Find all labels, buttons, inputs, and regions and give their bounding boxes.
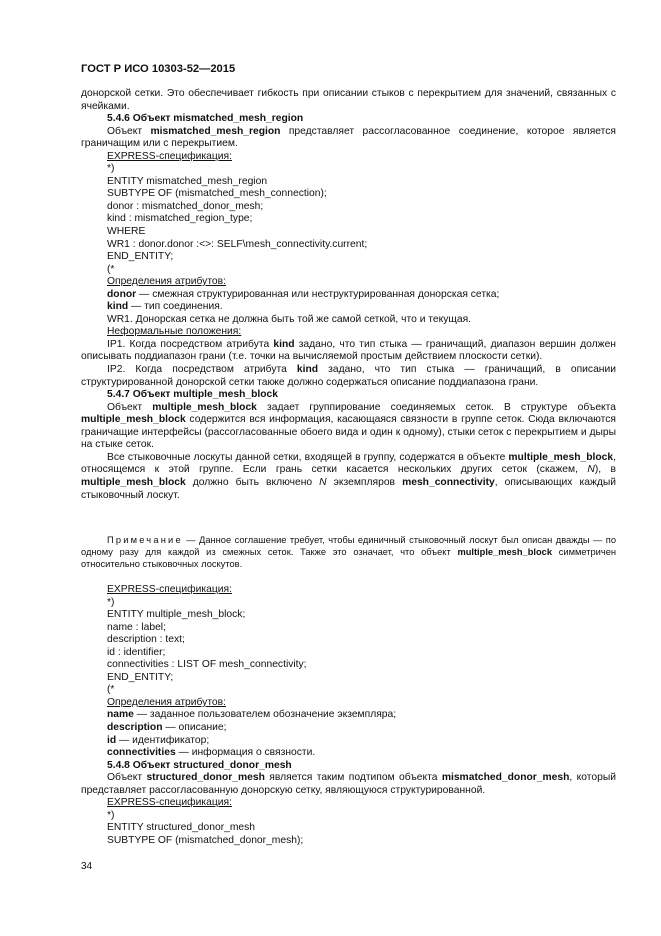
code-line: WR1 : donor.donor :<>: SELF\mesh_connectivity.current;	[107, 238, 368, 250]
section-5-4-8-paragraph: Объект structured_donor_mesh является таким подтипом объекта mismatched_donor_mesh, который представляет рассогласованную донорскую сетку, являющуюся структурированной.	[81, 772, 616, 796]
express-spec-label: EXPRESS-спецификация:	[107, 150, 232, 162]
section-5-4-6-title: 5.4.6 Объект mismatched_mesh_region	[107, 113, 304, 125]
attribute-definitions-label: Определения атрибутов:	[107, 276, 226, 288]
section-5-4-7-title: 5.4.7 Объект multiple_mesh_block	[107, 389, 279, 401]
section-5-4-8-title: 5.4.8 Объект structured_donor_mesh	[107, 759, 292, 771]
document-header: ГОСТ Р ИСО 10303-52—2015	[81, 63, 236, 75]
code-line: description : text;	[107, 634, 185, 646]
attribute-definition: description — описание;	[107, 722, 227, 734]
code-line: connectivities : LIST OF mesh_connectivity;	[107, 659, 307, 671]
code-line: kind : mismatched_region_type;	[107, 213, 253, 225]
section-5-4-6-paragraph: Объект mismatched_mesh_region представляет рассогласованное соединение, которое является граничащим или с перекрытием.	[81, 125, 616, 150]
code-line: ENTITY structured_donor_mesh	[107, 822, 256, 834]
intro-paragraph: донорской сетки. Это обеспечивает гибкость при описании стыков с перекрытием для значений, связанных с ячейками.	[81, 88, 616, 112]
code-line: donor : mismatched_donor_mesh;	[107, 200, 264, 212]
code-line: *)	[107, 809, 115, 821]
informal-proposition-ip1: IP1. Когда посредством атрибута kind задано, что тип стыка — граничащий, диапазон вершин должен описывать поддиапазон грани (т.е. точки на вычисляемой простым действием плоскости сетки).	[81, 338, 616, 363]
code-line: id : identifier;	[107, 646, 166, 658]
code-line: (*	[107, 684, 115, 696]
code-line: *)	[107, 596, 115, 608]
code-line: (*	[107, 263, 115, 275]
section-5-4-7-paragraph-2: Все стыковочные лоскуты данной сетки, входящей в группу, содержатся в объекте multiple_mesh_block, относящемся к этой группе. Если грань сетки касается нескольких других сеток (скажем, N), в multiple_mesh_block должно быть включено N экземпляров mesh_connectivity, описывающих каждый стыковочный лоскут.	[81, 451, 617, 501]
code-line: ENTITY multiple_mesh_block;	[107, 609, 246, 621]
code-line: SUBTYPE OF (mismatched_donor_mesh);	[107, 834, 304, 846]
attribute-definitions-label: Определения атрибутов:	[107, 696, 226, 708]
section-5-4-7-express-block	[81, 584, 616, 847]
code-line: *)	[107, 163, 115, 175]
code-line: END_ENTITY;	[107, 251, 174, 263]
section-5-4-6-block	[81, 88, 616, 502]
attribute-definition: donor — смежная структурированная или неструктурированная донорская сетка;	[107, 288, 500, 300]
page-number: 34	[81, 861, 93, 872]
section-5-4-7-paragraph-1: Объект multiple_mesh_block задает группирование соединяемых сеток. В структуре объекта multiple_mesh_block содержится вся информация, касающаяся связности в группе сеток. Сюда включаются граничащие интерфейсы (рассогласованные обоего вида и один к одному), стыки сеток с перекрытием и дыры на стыке сеток.	[81, 401, 616, 451]
attribute-definition: kind — тип соединения.	[107, 301, 223, 313]
code-line: name : label;	[107, 621, 166, 633]
attribute-definition: name — заданное пользователем обозначение экземпляра;	[107, 709, 397, 721]
code-line: WHERE	[107, 226, 146, 238]
note-paragraph: Примечание — Данное соглашение требует, чтобы единичный стыковочный лоскут был описан дважды — по одному разу для каждой из смежных сеток. Также это означает, что объект multiple_mesh_block симметричен относительно стыковочных лоскутов.	[81, 535, 616, 569]
informal-propositions-label: Неформальные положения:	[107, 326, 242, 338]
code-line: ENTITY mismatched_mesh_region	[107, 175, 268, 187]
attribute-definition: id — идентификатор;	[107, 734, 210, 746]
express-spec-label: EXPRESS-спецификация:	[107, 797, 232, 809]
express-spec-label: EXPRESS-спецификация:	[107, 584, 232, 595]
informal-proposition-ip2: IP2. Когда посредством атрибута kind задано, что тип стыка — граничащий, в описании структурированной донорской сетки также должно содержаться описание поддиапазона грани.	[81, 364, 616, 388]
attribute-definition: connectivities — информация о связности.	[107, 747, 316, 759]
note-label: Примечание	[107, 535, 183, 545]
code-line: END_ENTITY;	[107, 671, 174, 683]
where-rule-description: WR1. Донорская сетка не должна быть той же самой сеткой, что и текущая.	[107, 313, 472, 325]
code-line: SUBTYPE OF (mismatched_mesh_connection);	[107, 188, 327, 200]
